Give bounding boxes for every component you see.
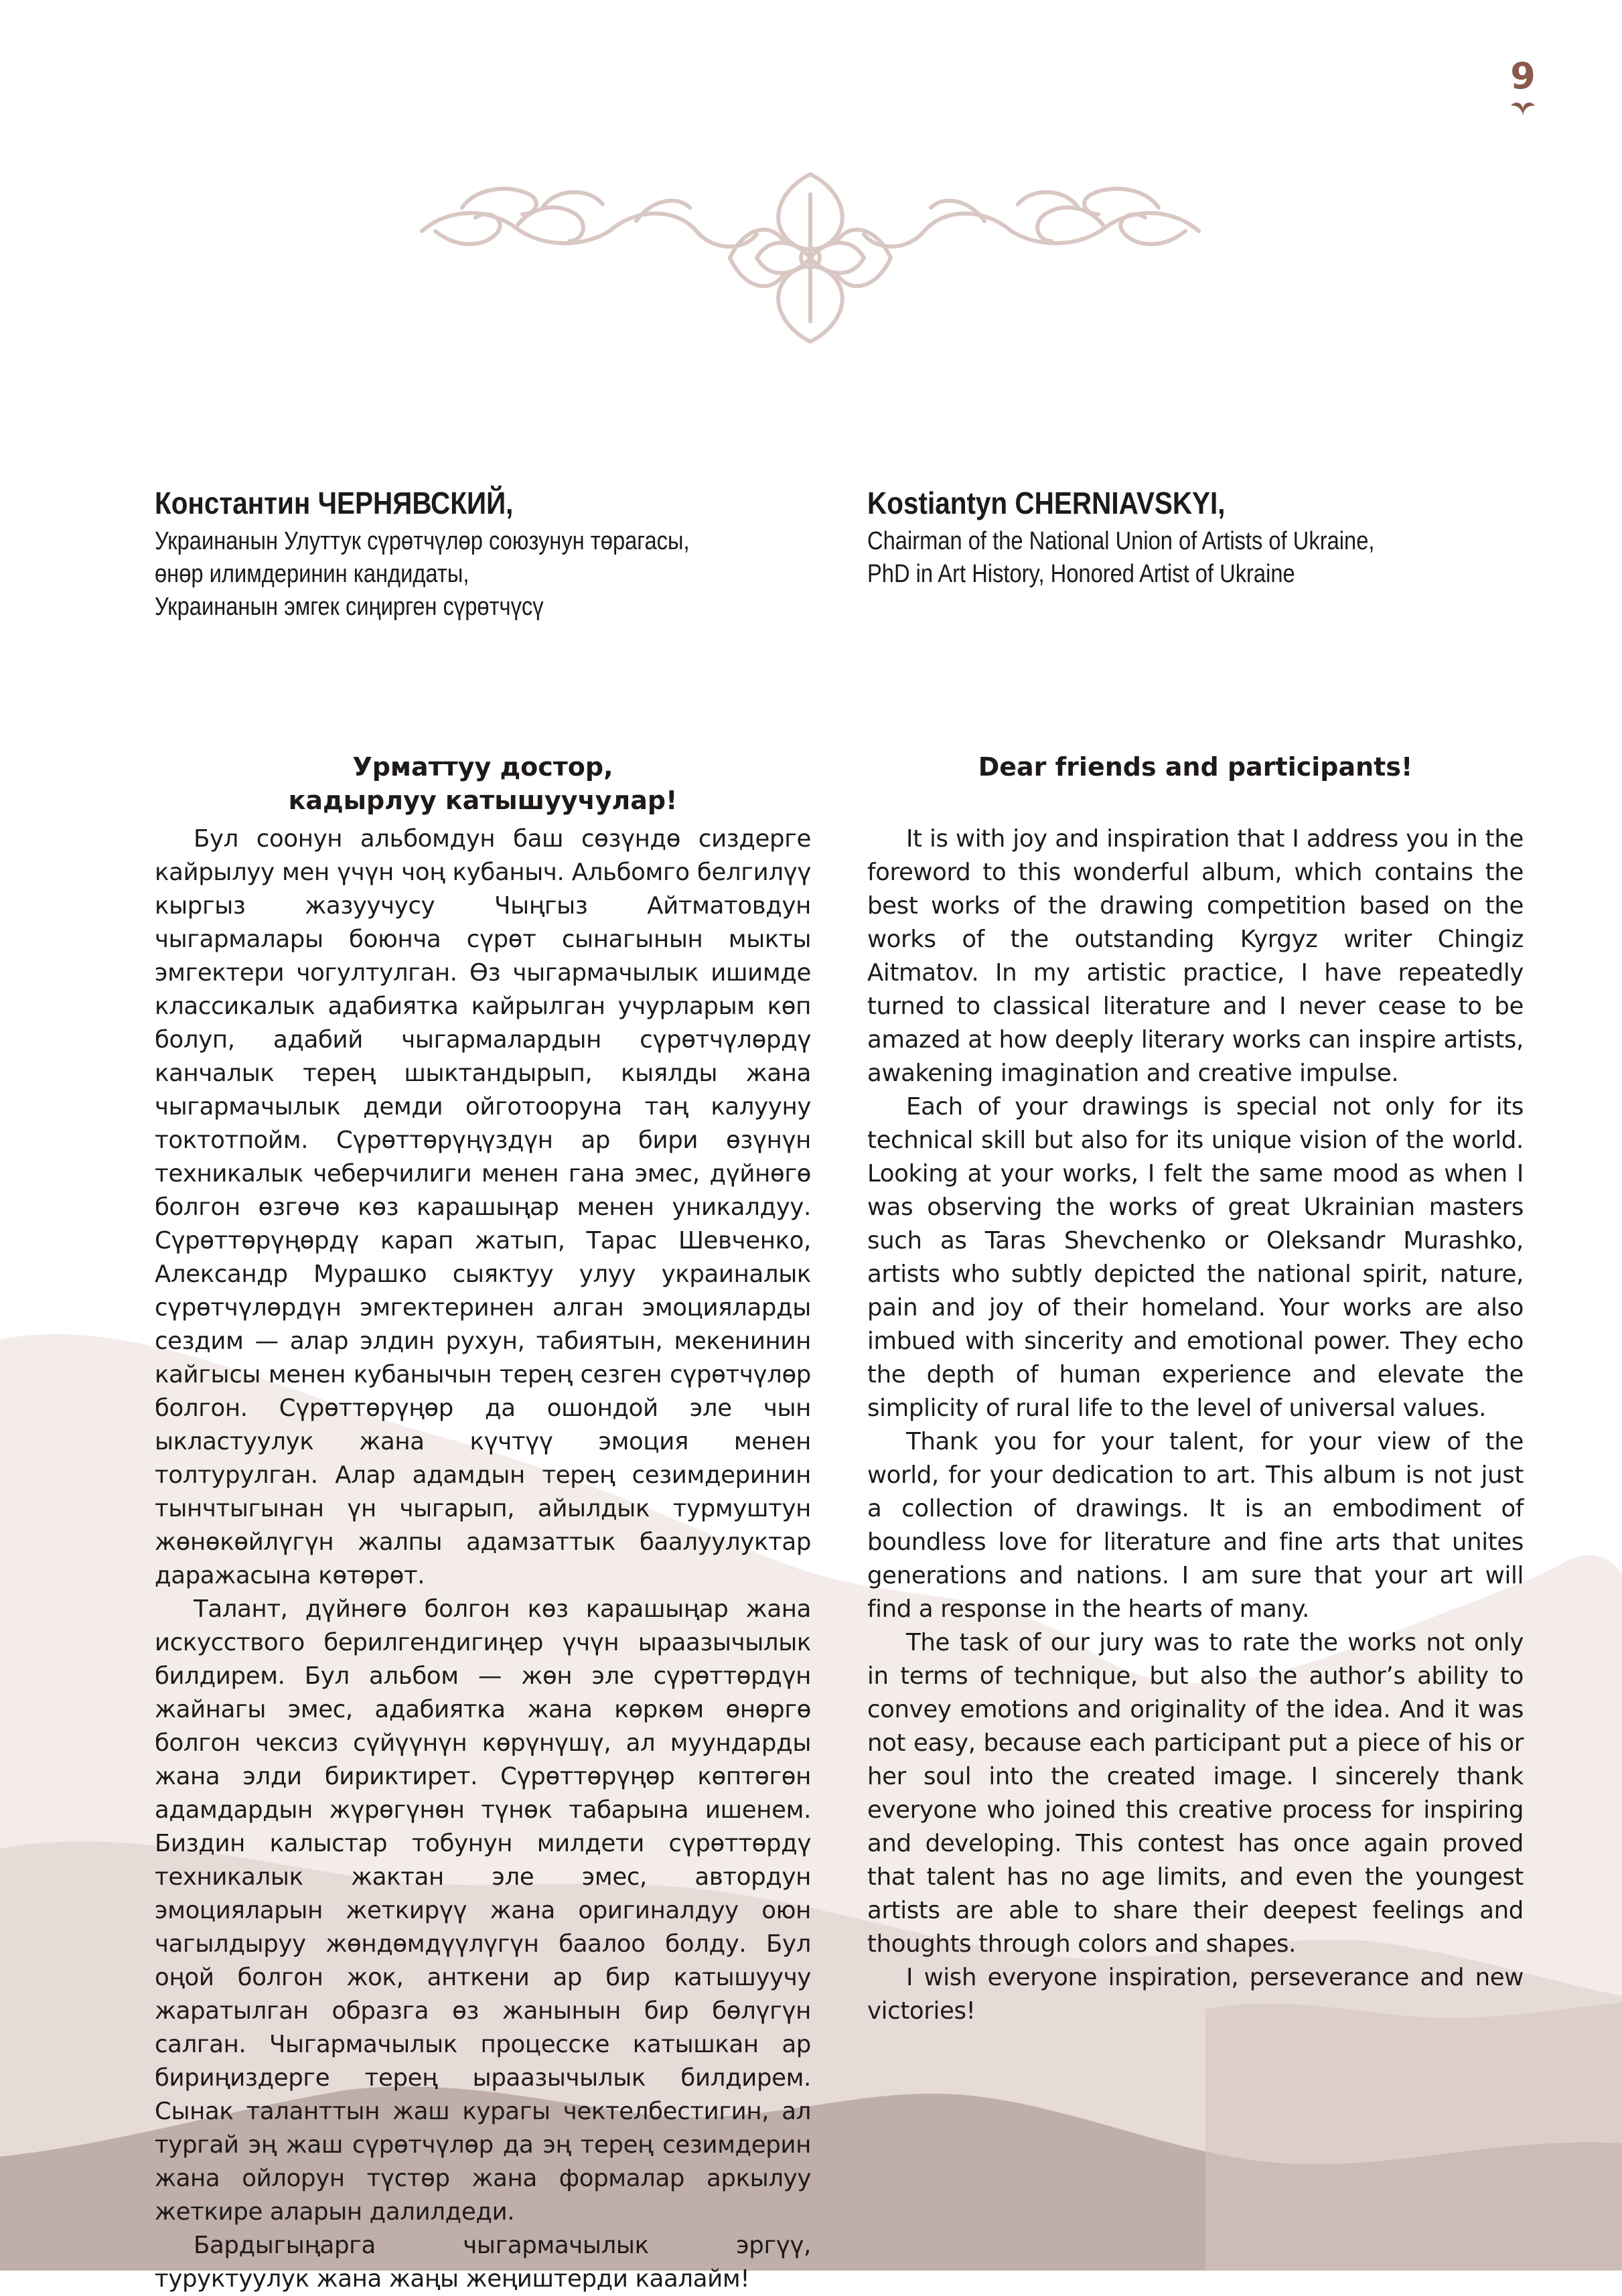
mountain-layer-near-right: [1205, 2003, 1622, 2271]
greeting-line: Dear friends and participants!: [978, 752, 1413, 782]
paragraph: Each of your drawings is special not only for its technical skill but also for its unique vision of the world. Looking at your works, I felt the same mood as when I was observing the works of great Ukrainian masters such as Taras Shevchenko or Oleksandr Murashko, artists who subtly depicted the national spirit, nature, pain and joy of their homeland. Your works are also imbued with sincerity and emotional power. They echo the depth of human experience and elevate the simplicity of rural life to the level of universal values.: [867, 1093, 1524, 1422]
author-role: өнөр илимдеринин кандидаты,: [155, 560, 469, 588]
author-role: Chairman of the National Union of Artists of Ukraine,: [867, 527, 1375, 555]
paragraph: Талант, дүйнөгө болгон көз карашыңар жана искусствого берилгендигиңер үчүн ыраазычылык билдирем. Бул альбом — жөн эле сүрөттөрдүн жайнагы эмес, адабиятка жана көркөм өнөргө болгон чексиз сүйүүнүн көрүнүшү, ал муундарды жана элди бириктирет. Сүрөттөрүңөр көптөгөн адамдардын жүрөгүнөн түнөк табарына ишенем. Биздин калыстар тобунун милдети сүрөттөрдү техникалык жактан эле эмес, автордун эмоцияларын жеткирүү жана оригиналдуу оюн чагылдыруу жөндөмдүүлүгүн баалоо болду. Бул оңой болгон жок, анткени ар бир катышуучу жаратылган образга өз жанынын бир бөлүгүн салган. Чыгармачылык процесске катышкан ар бириңиздерге терең ыраазычылык билдирем. Сынак таланттын жаш курагы чектелбестигин, ал тургай эң жаш сүрөтчүлөр да эң терең сезимдерин жана ойлорун түстөр жана формалар аркылуу жеткире аларын далилдеди.: [155, 1595, 811, 2226]
kyrgyz-ornament: [409, 167, 1212, 348]
author-name: Kostiantyn CHERNIAVSKYI,: [867, 486, 1226, 520]
author-role: Украинанын Улуттук сүрөтчүлөр союзунун төрагасы,: [155, 527, 690, 555]
author-block-english: [867, 481, 1470, 591]
paragraph: It is with joy and inspiration that I address you in the foreword to this wonderful album, which contains the best works of the drawing competition based on the works of the outstanding Kyrgyz writer Chingiz Aitmatov. In my artistic practice, I have repeatedly turned to classical literature and I never cease to be amazed at how deeply literary works can inspire artists, awakening imagination and creative impulse.: [867, 825, 1524, 1087]
author-role: Украинанын эмгек сиңирген сүрөтчүсү: [155, 593, 544, 621]
paragraph: The task of our jury was to rate the works not only in terms of technique, but also the author’s ability to convey emotions and originality of the idea. And it was not easy, because each participant put a piece of his or her soul into the created image. I sincerely thank everyone who joined this creative process for inspiring and developing. This contest has once again proved that talent has no age limits, and even the youngest artists are able to share their deepest feelings and thoughts through colors and shapes.: [867, 1629, 1524, 1958]
greeting-heading: [867, 750, 1524, 784]
ornament-icon: [1508, 98, 1538, 118]
paragraph: Thank you for your talent, for your view of the world, for your dedication to art. This album is not just a collection of drawings. It is an embodiment of boundless love for literature and fine arts that unites generations and nations. I am sure that your art will find a response in the hearts of many.: [867, 1428, 1524, 1623]
greeting-line: кадырлуу катышуучулар!: [288, 786, 678, 815]
author-role: PhD in Art History, Honored Artist of Ukraine: [867, 560, 1295, 588]
paragraph: Бардыгыңарга чыгармачылык эргүү, туруктуулук жана жаңы жеңиштерди каалайм!: [155, 2232, 811, 2293]
text-column-english: [867, 750, 1524, 2028]
greeting-line: Урматтуу достор,: [352, 752, 613, 782]
text-column-kyrgyz: [155, 750, 811, 2296]
greeting-heading: [155, 750, 811, 817]
paragraph: Бул соонун альбомдун баш сөзүндө сиздерге кайрылуу мен үчүн чоң кубаныч. Альбомго белгилүү кыргыз жазуучусу Чыңгыз Айтматовдун чыгармалары боюнча сүрөт сынагынын мыкты эмгектери чогултулган. Өз чыгармачылык ишимде классикалык адабиятка кайрылган учурларым көп болуп, адабий чыгармалардын сүрөтчүлөрдү канчалык терең шыктандырып, кыялды жана чыгармачылык демди ойготооруна таң калууну токтотпойм. Сүрөттөрүңүздүн ар бири өзүнүн техникалык чеберчилиги менен гана эмес, дүйнөгө болгон өзгөчө көз карашыңар менен уникалдуу. Сүрөттөрүңөрдү карап жатып, Тарас Шевченко, Александр Мурашко сыяктуу улуу украиналык сүрөтчүлөрдүн эмгектеринен алган эмоцияларды сездим — алар элдин рухун, табиятын, мекенинин кайгысы менен кубанычын терең сезген сүрөтчүлөр болгон. Сүрөттөрүңөр да ошондой эле чын ыкластуулук жана күчтүү эмоция менен толтурулган. Алар адамдын терең сезимдеринин тынчтыгынан үн чыгарып, айылдык турмуштун жөнөкөйлүгүн жалпы адамзаттык баалуулуктар даражасына көтөрөт.: [155, 825, 811, 1589]
page-number: 9: [1510, 55, 1536, 97]
author-name: Константин ЧЕРНЯВСКИЙ,: [155, 486, 514, 520]
paragraph: I wish everyone inspiration, perseverance and new victories!: [867, 1964, 1524, 2025]
author-block-kyrgyz: [155, 481, 757, 624]
